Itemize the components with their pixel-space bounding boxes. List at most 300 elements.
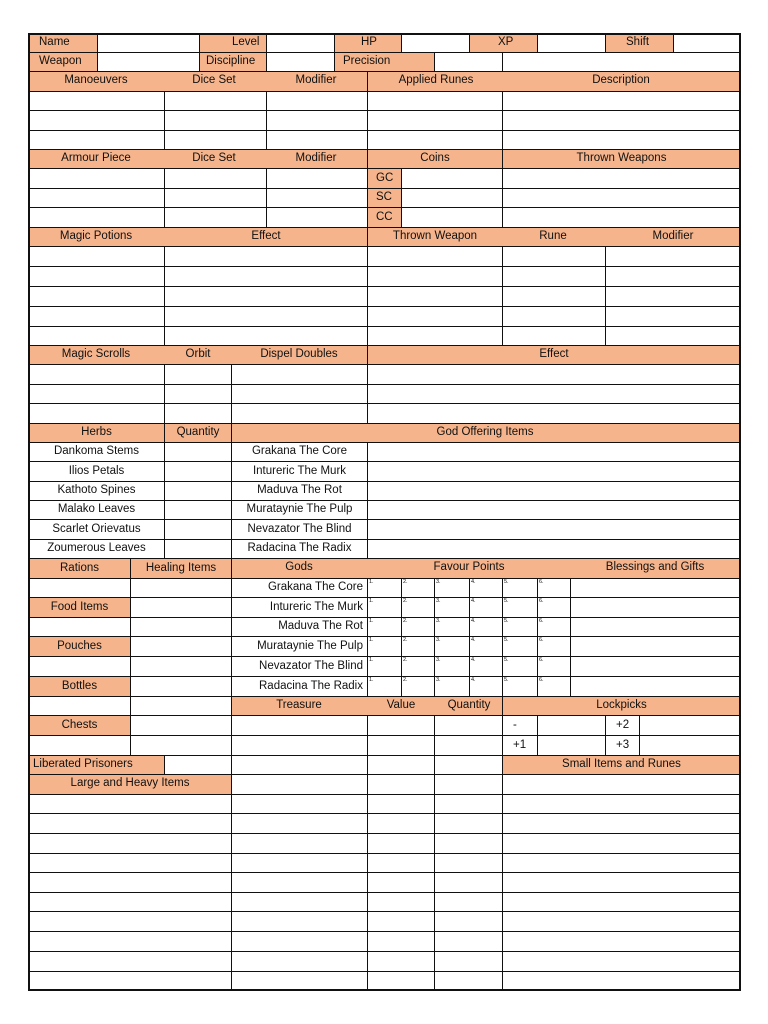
manoeuvre-dice-2[interactable] xyxy=(164,110,267,131)
lockpick-plus2-field[interactable] xyxy=(639,715,741,736)
scroll-name-2[interactable] xyxy=(28,384,165,404)
thrown-table-weapon-3[interactable] xyxy=(367,286,503,307)
herbs-header xyxy=(28,423,165,443)
offering-god-5[interactable] xyxy=(231,519,368,540)
xp-field[interactable] xyxy=(537,33,606,53)
favour-point-3-6[interactable] xyxy=(537,617,571,637)
favour-point-2-5-label: 5. xyxy=(504,598,509,604)
favour-point-4-4[interactable] xyxy=(469,636,503,657)
manoeuvre-modifier-1[interactable] xyxy=(266,91,368,111)
scroll-orbit-1[interactable] xyxy=(164,364,232,385)
favour-point-6-3-label: 3. xyxy=(436,677,441,683)
favour-point-4-6-label: 6. xyxy=(539,637,544,643)
treasure-value-12[interactable] xyxy=(367,931,435,952)
thrown-table-weapon-2[interactable] xyxy=(367,266,503,287)
precision-extra-field[interactable] xyxy=(502,52,741,72)
favour-point-2-3-label: 3. xyxy=(436,598,441,604)
treasure-item-2[interactable] xyxy=(231,735,368,756)
favour-point-4-3[interactable] xyxy=(434,636,470,657)
favour-point-5-1[interactable] xyxy=(367,656,402,677)
healing-field-9[interactable] xyxy=(130,735,232,756)
potion-effect-4[interactable] xyxy=(164,306,368,327)
treasure-quantity-7[interactable] xyxy=(434,833,503,854)
blessing-field-5[interactable] xyxy=(570,656,741,677)
manoeuvre-dice-1[interactable] xyxy=(164,91,267,111)
favour-god-5[interactable] xyxy=(231,656,368,677)
thrown-table-rune: Rune xyxy=(539,229,567,242)
name-field[interactable] xyxy=(97,33,200,53)
herb-quantity-5[interactable] xyxy=(164,519,232,540)
healing-field-3[interactable] xyxy=(130,617,232,637)
scroll-name-1[interactable] xyxy=(28,364,165,385)
armour-dice-set: Dice Set xyxy=(192,151,236,164)
favour-point-3-5[interactable] xyxy=(502,617,538,637)
scroll-dispel-1[interactable] xyxy=(231,364,368,385)
offering-item-1[interactable] xyxy=(367,442,741,462)
favour-point-1-1-label: 1. xyxy=(369,579,374,585)
small-item-8[interactable] xyxy=(502,911,741,932)
favour-god-2[interactable] xyxy=(231,597,368,618)
lockpick-plus1[interactable] xyxy=(502,735,538,756)
provision-field-7[interactable] xyxy=(28,696,131,716)
treasure-quantity-1[interactable] xyxy=(434,715,503,736)
thrown-table-rune-4[interactable] xyxy=(502,306,606,327)
potion-name-2[interactable] xyxy=(28,266,165,287)
lockpick-minus-label: - xyxy=(513,718,517,731)
favour-point-2-4[interactable] xyxy=(469,597,503,618)
treasure-value-6[interactable] xyxy=(367,813,435,834)
armour-piece-3[interactable] xyxy=(28,207,165,228)
shift-label-cell xyxy=(605,33,674,53)
treasure-item-1[interactable] xyxy=(231,715,368,736)
large-item-3[interactable] xyxy=(28,833,232,854)
manoeuvre-name-1[interactable] xyxy=(28,91,165,111)
offering-god-3[interactable] xyxy=(231,481,368,501)
scroll-orbit-2[interactable] xyxy=(164,384,232,404)
treasure-item-10[interactable] xyxy=(231,892,368,912)
potion-effect-2[interactable] xyxy=(164,266,368,287)
scroll-dispel-3[interactable] xyxy=(231,403,368,424)
lockpick-plus1-field[interactable] xyxy=(537,735,606,756)
treasure-quantity-14[interactable] xyxy=(434,971,503,991)
herb-quantity-2[interactable] xyxy=(164,461,232,482)
manoeuvres-modifier: Modifier xyxy=(295,74,337,86)
favour-header xyxy=(231,558,741,579)
herbs-header-label: Herbs xyxy=(81,426,112,439)
armour-modifier-1[interactable] xyxy=(266,168,368,189)
herb-5[interactable] xyxy=(28,519,165,540)
favour-point-3-2[interactable] xyxy=(401,617,435,637)
rune-name-2[interactable] xyxy=(367,110,503,131)
herb-4[interactable] xyxy=(28,500,165,520)
favour-point-3-6-label: 6. xyxy=(539,618,544,624)
offering-item-3[interactable] xyxy=(367,481,741,501)
treasure-value-4[interactable] xyxy=(367,774,435,795)
treasure-value-title: Value xyxy=(386,698,416,711)
thrown-table-modifier-1[interactable] xyxy=(605,246,741,267)
treasure-value-10[interactable] xyxy=(367,892,435,912)
scroll-effect-2[interactable] xyxy=(367,384,741,404)
coin-type-2 xyxy=(367,188,402,208)
thrown-table-rune-1[interactable] xyxy=(502,246,606,267)
favour-point-6-4[interactable] xyxy=(469,676,503,697)
armour-dice-2[interactable] xyxy=(164,188,267,208)
thrown-table-weapon-4[interactable] xyxy=(367,306,503,327)
blessing-field-1[interactable] xyxy=(570,578,741,598)
favour-point-5-6[interactable] xyxy=(537,656,571,677)
favour-point-2-2[interactable] xyxy=(401,597,435,618)
potion-name-3[interactable] xyxy=(28,286,165,307)
favour-point-5-5[interactable] xyxy=(502,656,538,677)
healing-field-5[interactable] xyxy=(130,656,232,677)
offering-god-4[interactable] xyxy=(231,500,368,520)
armour-piece-2[interactable] xyxy=(28,188,165,208)
small-item-7[interactable] xyxy=(502,892,741,912)
favour-point-6-1-label: 1. xyxy=(369,677,374,683)
small-item-9[interactable] xyxy=(502,931,741,952)
favour-point-4-4-label: 4. xyxy=(471,637,476,643)
offering-god-5-label: Nevazator The Blind xyxy=(247,522,352,535)
small-items-header xyxy=(502,755,741,775)
manoeuvre-name-2[interactable] xyxy=(28,110,165,131)
small-item-5[interactable] xyxy=(502,853,741,873)
treasure-quantity-6[interactable] xyxy=(434,813,503,834)
large-item-7[interactable] xyxy=(28,911,232,932)
favour-point-5-4[interactable] xyxy=(469,656,503,677)
provision-field-3[interactable] xyxy=(28,617,131,637)
large-items-header xyxy=(28,774,232,795)
favour-god-4[interactable] xyxy=(231,636,368,657)
favour-point-3-3[interactable] xyxy=(434,617,470,637)
treasure-item-7[interactable] xyxy=(231,833,368,854)
favour-point-4-5-label: 5. xyxy=(504,637,509,643)
favour-point-5-3-label: 3. xyxy=(436,657,441,663)
treasure-quantity-5[interactable] xyxy=(434,794,503,814)
manoeuvre-modifier-3[interactable] xyxy=(266,130,368,150)
large-item-6[interactable] xyxy=(28,892,232,912)
herb-1-label: Dankoma Stems xyxy=(53,445,139,458)
lockpick-plus3[interactable] xyxy=(605,735,640,756)
thrown-table-weapon: Thrown Weapon xyxy=(392,229,478,242)
god-offering-title: God Offering Items xyxy=(436,425,534,438)
favour-point-1-2[interactable] xyxy=(401,578,435,598)
armour-dice-1[interactable] xyxy=(164,168,267,189)
scroll-orbit-3[interactable] xyxy=(164,403,232,424)
large-item-2[interactable] xyxy=(28,813,232,834)
lockpick-minus[interactable] xyxy=(502,715,538,736)
treasure-value-2[interactable] xyxy=(367,735,435,756)
hp-field[interactable] xyxy=(401,33,470,53)
treasure-quantity-10[interactable] xyxy=(434,892,503,912)
treasure-item-11[interactable] xyxy=(231,911,368,932)
thrown-table-weapon-1[interactable] xyxy=(367,246,503,267)
favour-point-1-3[interactable] xyxy=(434,578,470,598)
large-item-9[interactable] xyxy=(28,951,232,972)
favour-point-1-6[interactable] xyxy=(537,578,571,598)
coin-amount-3[interactable] xyxy=(401,207,503,228)
potion-name-4[interactable] xyxy=(28,306,165,327)
potions-header xyxy=(28,227,368,247)
treasure-item-13[interactable] xyxy=(231,951,368,972)
favour-point-5-4-label: 4. xyxy=(471,657,476,663)
potion-effect-5[interactable] xyxy=(164,326,368,346)
favour-point-5-2[interactable] xyxy=(401,656,435,677)
treasure-value-13[interactable] xyxy=(367,951,435,972)
herb-quantity-4[interactable] xyxy=(164,500,232,520)
treasure-quantity-11[interactable] xyxy=(434,911,503,932)
favour-point-1-4-label: 4. xyxy=(471,579,476,585)
offering-item-4[interactable] xyxy=(367,500,741,520)
favour-point-6-2[interactable] xyxy=(401,676,435,697)
treasure-item-14[interactable] xyxy=(231,971,368,991)
treasure-quantity-9[interactable] xyxy=(434,872,503,893)
treasure-value-9[interactable] xyxy=(367,872,435,893)
large-item-5[interactable] xyxy=(28,872,232,893)
treasure-value-14[interactable] xyxy=(367,971,435,991)
favour-points-title: Favour Points xyxy=(433,561,505,573)
scroll-effect-1[interactable] xyxy=(367,364,741,385)
favour-point-2-3[interactable] xyxy=(434,597,470,618)
thrown-weapon-1[interactable] xyxy=(502,168,741,189)
manoeuvre-dice-3[interactable] xyxy=(164,130,267,150)
large-item-1[interactable] xyxy=(28,794,232,814)
favour-point-5-1-label: 1. xyxy=(369,657,374,663)
small-item-11[interactable] xyxy=(502,971,741,991)
potion-effect-3[interactable] xyxy=(164,286,368,307)
thrown-table-modifier-5[interactable] xyxy=(605,326,741,346)
armour-modifier-2[interactable] xyxy=(266,188,368,208)
level-label-cell-label: Level xyxy=(232,36,260,49)
favour-point-1-1[interactable] xyxy=(367,578,402,598)
manoeuvre-modifier-2[interactable] xyxy=(266,110,368,131)
lockpick-plus2[interactable] xyxy=(605,715,640,736)
lockpick-plus1-label: +1 xyxy=(513,738,527,751)
thrown-table-rune-3[interactable] xyxy=(502,286,606,307)
treasure-value-5[interactable] xyxy=(367,794,435,814)
armour-modifier-3[interactable] xyxy=(266,207,368,228)
discipline-label-cell-label: Discipline xyxy=(206,55,256,68)
treasure-item-9[interactable] xyxy=(231,872,368,893)
small-item-6[interactable] xyxy=(502,872,741,893)
herb-6[interactable] xyxy=(28,539,165,559)
favour-point-6-3[interactable] xyxy=(434,676,470,697)
blessing-field-6[interactable] xyxy=(570,676,741,697)
provision-field-9[interactable] xyxy=(28,735,131,756)
rune-description-1[interactable] xyxy=(502,91,741,111)
liberated-prisoners-field[interactable] xyxy=(164,755,232,775)
healing-field-8[interactable] xyxy=(130,715,232,736)
favour-point-3-2-label: 2. xyxy=(403,618,408,624)
favour-blessings-title: Blessings and Gifts xyxy=(605,561,705,573)
small-item-10[interactable] xyxy=(502,951,741,972)
herb-4-label: Malako Leaves xyxy=(57,503,136,516)
favour-god-6[interactable] xyxy=(231,676,368,697)
favour-point-1-5-label: 5. xyxy=(504,579,509,585)
treasure-value-1[interactable] xyxy=(367,715,435,736)
armour-modifier: Modifier xyxy=(295,151,337,164)
thrown-table-rune-5[interactable] xyxy=(502,326,606,346)
food-items-label-label: Food Items xyxy=(50,600,109,613)
coin-amount-2[interactable] xyxy=(401,188,503,208)
thrown-weapon-2[interactable] xyxy=(502,188,741,208)
offering-item-6[interactable] xyxy=(367,539,741,559)
treasure-value-7[interactable] xyxy=(367,833,435,854)
offering-god-2[interactable] xyxy=(231,461,368,482)
level-field[interactable] xyxy=(266,33,335,53)
thrown-table-modifier-4[interactable] xyxy=(605,306,741,327)
favour-point-4-6[interactable] xyxy=(537,636,571,657)
favour-point-1-5[interactable] xyxy=(502,578,538,598)
favour-gods-title: Gods xyxy=(285,561,313,573)
favour-point-3-4-label: 4. xyxy=(471,618,476,624)
favour-point-6-6[interactable] xyxy=(537,676,571,697)
discipline-field[interactable] xyxy=(266,52,335,72)
healing-field-2[interactable] xyxy=(130,597,232,618)
healing-field-7[interactable] xyxy=(130,696,232,716)
small-items-header-label: Small Items and Runes xyxy=(562,758,681,771)
scroll-effect-3[interactable] xyxy=(367,403,741,424)
scroll-name-3[interactable] xyxy=(28,403,165,424)
shift-field[interactable] xyxy=(673,33,741,53)
thrown-table-modifier-2[interactable] xyxy=(605,266,741,287)
scroll-dispel-2[interactable] xyxy=(231,384,368,404)
thrown-table-modifier-3[interactable] xyxy=(605,286,741,307)
offering-god-1[interactable] xyxy=(231,442,368,462)
favour-point-6-5[interactable] xyxy=(502,676,538,697)
favour-point-1-4[interactable] xyxy=(469,578,503,598)
armour-piece-1[interactable] xyxy=(28,168,165,189)
treasure-value-8[interactable] xyxy=(367,853,435,873)
large-items-title: Large and Heavy Items xyxy=(70,777,190,789)
offering-god-6[interactable] xyxy=(231,539,368,559)
provision-field-1[interactable] xyxy=(28,578,131,598)
favour-point-2-1[interactable] xyxy=(367,597,402,618)
thrown-weapon-3[interactable] xyxy=(502,207,741,228)
blessing-field-4[interactable] xyxy=(570,636,741,657)
treasure-quantity-8[interactable] xyxy=(434,853,503,873)
rune-name-1[interactable] xyxy=(367,91,503,111)
rune-description-3[interactable] xyxy=(502,130,741,150)
healing-field-6[interactable] xyxy=(130,676,232,697)
bottles-label-label: Bottles xyxy=(61,679,98,692)
treasure-item-8[interactable] xyxy=(231,853,368,873)
herb-2[interactable] xyxy=(28,461,165,482)
favour-point-2-6[interactable] xyxy=(537,597,571,618)
coin-type-3 xyxy=(367,207,402,228)
favour-point-6-1[interactable] xyxy=(367,676,402,697)
favour-point-4-5[interactable] xyxy=(502,636,538,657)
healing-field-4[interactable] xyxy=(130,636,232,657)
offering-item-5[interactable] xyxy=(367,519,741,540)
treasure-quantity-12[interactable] xyxy=(434,931,503,952)
favour-point-4-3-label: 3. xyxy=(436,637,441,643)
scrolls-title: Magic Scrolls xyxy=(61,347,131,360)
offering-god-1-label: Grakana The Core xyxy=(251,445,348,458)
runes-header xyxy=(367,71,741,92)
provision-field-5[interactable] xyxy=(28,656,131,677)
favour-point-3-4[interactable] xyxy=(469,617,503,637)
favour-point-6-2-label: 2. xyxy=(403,677,408,683)
lockpick-minus-field[interactable] xyxy=(537,715,606,736)
treasure-quantity-4[interactable] xyxy=(434,774,503,795)
treasure-quantity-2[interactable] xyxy=(434,735,503,756)
treasure-item-5[interactable] xyxy=(231,794,368,814)
favour-point-1-2-label: 2. xyxy=(403,579,408,585)
herb-1[interactable] xyxy=(28,442,165,462)
thrown-table-rune-2[interactable] xyxy=(502,266,606,287)
rune-description-2[interactable] xyxy=(502,110,741,131)
treasure-value-3[interactable] xyxy=(367,755,435,775)
treasure-item-4[interactable] xyxy=(231,774,368,795)
herb-quantity-1[interactable] xyxy=(164,442,232,462)
blessing-field-3[interactable] xyxy=(570,617,741,637)
favour-point-5-3[interactable] xyxy=(434,656,470,677)
coins-header xyxy=(367,149,503,169)
potion-name-1[interactable] xyxy=(28,246,165,267)
large-item-8[interactable] xyxy=(28,931,232,952)
herb-quantity-6[interactable] xyxy=(164,539,232,559)
armour-dice-3[interactable] xyxy=(164,207,267,228)
small-item-4[interactable] xyxy=(502,833,741,854)
manoeuvre-name-3[interactable] xyxy=(28,130,165,150)
favour-point-2-5[interactable] xyxy=(502,597,538,618)
precision-label-cell-label: Precision xyxy=(343,55,391,68)
favour-god-3[interactable] xyxy=(231,617,368,637)
precision-field[interactable] xyxy=(434,52,503,72)
blessing-field-2[interactable] xyxy=(570,597,741,618)
treasure-item-6[interactable] xyxy=(231,813,368,834)
offering-god-4-label: Murataynie The Pulp xyxy=(246,503,353,516)
thrown-table-weapon-5[interactable] xyxy=(367,326,503,346)
thrown-weapons-header xyxy=(502,149,741,169)
coin-type-1 xyxy=(367,168,402,189)
treasure-quantity-3[interactable] xyxy=(434,755,503,775)
treasure-item-3[interactable] xyxy=(231,755,368,775)
herb-3[interactable] xyxy=(28,481,165,501)
treasure-value-11[interactable] xyxy=(367,911,435,932)
coin-amount-1[interactable] xyxy=(401,168,503,189)
herb-quantity-3[interactable] xyxy=(164,481,232,501)
favour-god-1[interactable] xyxy=(231,578,368,598)
offering-god-2-label: Intureric The Murk xyxy=(252,464,347,477)
offering-item-2[interactable] xyxy=(367,461,741,482)
healing-field-1[interactable] xyxy=(130,578,232,598)
rune-name-3[interactable] xyxy=(367,130,503,150)
potion-effect-1[interactable] xyxy=(164,246,368,267)
potions-title: Magic Potions xyxy=(59,229,133,242)
weapon-field[interactable] xyxy=(97,52,200,72)
large-item-4[interactable] xyxy=(28,853,232,873)
pouches-label xyxy=(28,636,131,657)
healing-items-header-label: Healing Items xyxy=(145,561,217,574)
potion-name-5[interactable] xyxy=(28,326,165,346)
lockpick-plus3-field[interactable] xyxy=(639,735,741,756)
coin-type-3-label: CC xyxy=(376,210,393,223)
treasure-item-12[interactable] xyxy=(231,931,368,952)
weapon-label-cell xyxy=(28,52,98,72)
small-item-1[interactable] xyxy=(502,774,741,795)
favour-point-4-1-label: 1. xyxy=(369,637,374,643)
small-item-2[interactable] xyxy=(502,794,741,814)
small-item-3[interactable] xyxy=(502,813,741,834)
favour-point-4-2[interactable] xyxy=(401,636,435,657)
favour-point-4-1[interactable] xyxy=(367,636,402,657)
favour-point-5-5-label: 5. xyxy=(504,657,509,663)
herbs-quantity-header xyxy=(164,423,232,443)
large-item-10[interactable] xyxy=(28,971,232,991)
favour-point-3-1[interactable] xyxy=(367,617,402,637)
treasure-quantity-13[interactable] xyxy=(434,951,503,972)
